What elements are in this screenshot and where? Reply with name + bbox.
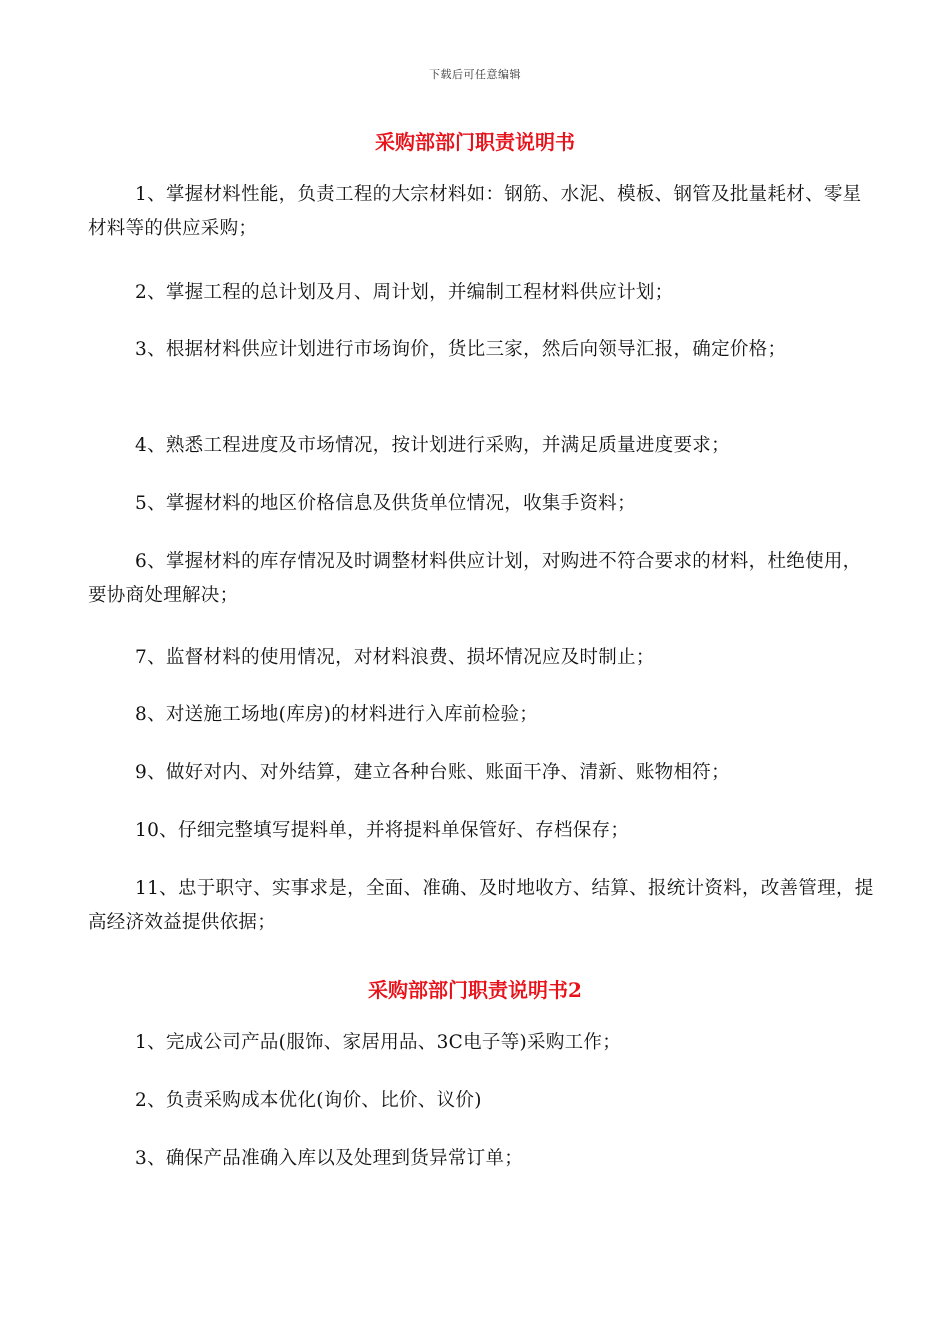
download-note: 下载后可任意编辑 xyxy=(429,68,521,81)
duty-item-3: 3、根据材料供应计划进行市场询价，货比三家，然后向领导汇报，确定价格； xyxy=(135,339,787,360)
duty-item-1: 1、掌握材料性能，负责工程的大宗材料如：钢筋、水泥、模板、钢管及批量耗材、零星材料等的供应采购； xyxy=(88,184,862,239)
duty-item-2: 2、掌握工程的总计划及月、周计划，并编制工程材料供应计划； xyxy=(135,282,674,303)
duty-item-7: 7、监督材料的使用情况，对材料浪费、损坏情况应及时制止； xyxy=(135,647,655,668)
section-title-2: 采购部部门职责说明书2 xyxy=(368,978,582,1002)
duty-item-10: 10、仔细完整填写提料单，并将提料单保管好、存档保存； xyxy=(135,820,630,841)
duty-item-5: 5、掌握材料的地区价格信息及供货单位情况，收集手资料； xyxy=(135,493,636,514)
section-title-1: 采购部部门职责说明书 xyxy=(375,130,575,154)
duty-item-11: 11、忠于职守、实事求是，全面、准确、及时地收方、结算、报统计资料，改善管理，提高经济效益提供依据； xyxy=(88,878,874,933)
duty-item-8: 8、对送施工场地(库房)的材料进行入库前检验； xyxy=(135,704,539,725)
duty2-item-1: 1、完成公司产品(服饰、家居用品、3C电子等)采购工作； xyxy=(135,1032,622,1053)
duty2-item-3: 3、确保产品准确入库以及处理到货异常订单； xyxy=(135,1148,524,1169)
duty-item-6: 6、掌握材料的库存情况及时调整材料供应计划，对购进不符合要求的材料，杜绝使用，要协商处理解决； xyxy=(88,551,862,606)
duty2-item-2: 2、负责采购成本优化(询价、比价、议价) xyxy=(135,1090,482,1111)
duty-item-4: 4、熟悉工程进度及市场情况，按计划进行采购，并满足质量进度要求； xyxy=(135,435,730,456)
duty-item-9: 9、做好对内、对外结算，建立各种台账、账面干净、清新、账物相符； xyxy=(135,762,730,783)
